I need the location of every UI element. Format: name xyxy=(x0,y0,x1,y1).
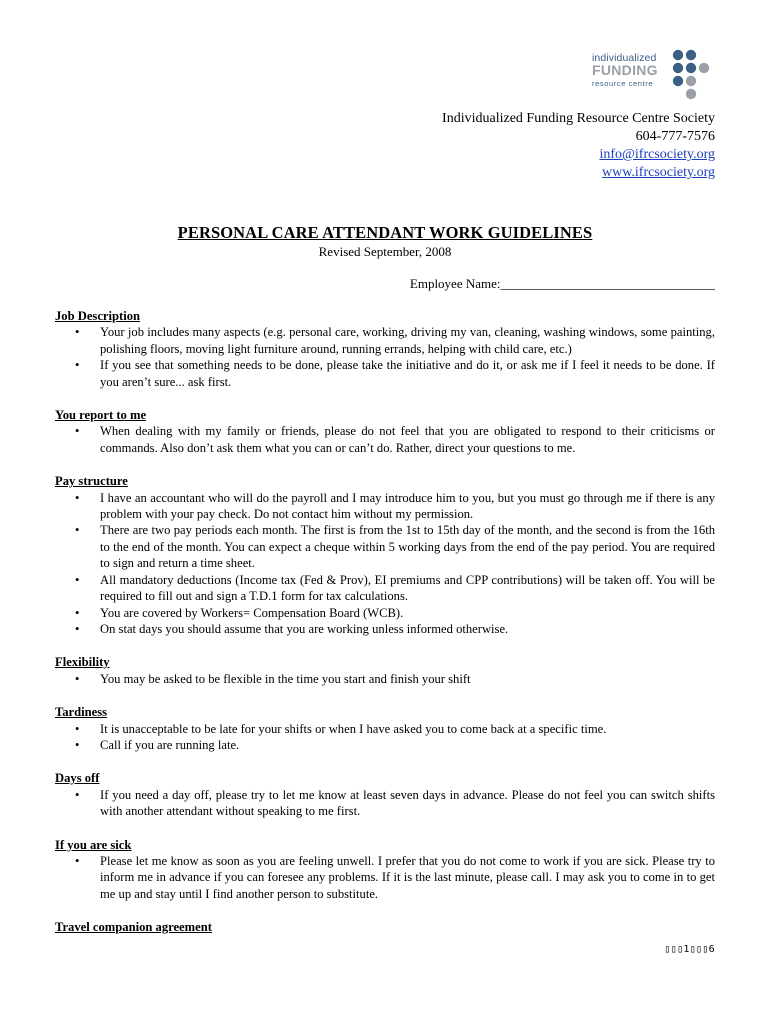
list-item xyxy=(55,605,715,621)
list-item-text: When dealing with my family or friends, please do not feel that you are obligated to respond to their criticisms or commands. Also don’t ask them what you can or can’t do. Rather, direct your questions to me. xyxy=(100,424,715,455)
list-item-text: There are two pay periods each month. The first is from the 1st to 15th day of the month, and the second is from the 16th to the end of the month. You can expect a cheque within 5 working days from the end of the pay period. You are required to sign and return a time sheet. xyxy=(100,523,715,571)
bullet-icon: • xyxy=(75,572,80,587)
list-item xyxy=(55,671,715,687)
section-heading: Tardiness xyxy=(55,705,108,720)
section-heading: Job Description xyxy=(55,309,141,323)
list-item-text: Your job includes many aspects (e.g. personal care, working, driving my van, cleaning, washing windows, some painting, polishing floors, moving light furniture around, running errands, helping with child care, etc.) xyxy=(100,325,715,356)
bullet-icon: • xyxy=(75,605,80,620)
list-item xyxy=(55,721,715,737)
bullet-icon: • xyxy=(75,358,80,373)
website-link[interactable]: www.ifrcsociety.org xyxy=(601,165,715,180)
bullet-list xyxy=(55,423,715,456)
logo-line-3: resource centre xyxy=(592,79,654,88)
logo-line-2: FUNDING xyxy=(592,62,658,78)
list-item-text: You are covered by Workers= Compensation Board (WCB). xyxy=(100,605,404,620)
section xyxy=(55,919,715,935)
section xyxy=(55,308,715,390)
page-title: PERSONAL CARE ATTENDANT WORK GUIDELINES xyxy=(177,223,593,242)
list-item xyxy=(55,572,715,605)
org-name: Individualized Funding Resource Centre Society xyxy=(442,111,715,126)
list-item xyxy=(55,522,715,571)
org-logo xyxy=(592,46,717,106)
section xyxy=(55,473,715,637)
section xyxy=(55,837,715,903)
org-phone: 604-777-7576 xyxy=(635,129,715,144)
bullet-icon: • xyxy=(75,523,80,538)
list-item xyxy=(55,357,715,390)
bullet-icon: • xyxy=(75,737,80,752)
section xyxy=(55,407,715,456)
section-heading: Days off xyxy=(55,771,100,786)
list-item xyxy=(55,324,715,357)
bullet-list xyxy=(55,853,715,902)
bullet-icon: • xyxy=(75,424,80,439)
list-item-text: If you need a day off, please try to let me know at least seven days in advance. Please do not feel you can switch shifts with another attendant without speaking to me first. xyxy=(100,787,715,819)
section xyxy=(55,770,715,819)
list-item-text: If you see that something needs to be done, please take the initiative and do it, or ask me if I feel it needs to be done. If you aren’t sure... ask first. xyxy=(100,358,715,389)
list-item xyxy=(55,853,715,902)
bullet-list xyxy=(55,324,715,390)
section-heading: Flexibility xyxy=(55,655,110,670)
section-heading: Pay structure xyxy=(55,474,128,489)
section-heading: You report to me xyxy=(55,408,147,423)
section-heading: Travel companion agreement xyxy=(55,920,212,935)
bullet-list xyxy=(55,787,715,820)
list-item xyxy=(55,737,715,753)
email-link[interactable]: info@ifrcsociety.org xyxy=(599,147,715,162)
list-item-text: It is unacceptable to be late for your shifts or when I have asked you to come back at a specific time. xyxy=(100,721,607,736)
logo-dots-icon xyxy=(671,48,717,104)
employee-name-field: Employee Name:_________________________________ xyxy=(409,276,715,291)
bullet-list xyxy=(55,721,715,754)
bullet-list xyxy=(55,490,715,638)
list-item-text: I have an accountant who will do the payroll and I may introduce him to you, but you must go through me if there is any problem with your pay check. Do not contact him without my permission. xyxy=(100,490,715,522)
bullet-icon: • xyxy=(75,621,80,636)
section xyxy=(55,704,715,753)
list-item xyxy=(55,787,715,820)
list-item-text: Please let me know as soon as you are feeling unwell. I prefer that you do not come to work if you are sick. Please try to inform me in advance if you can foresee any problems. If it is the last minute, please call. I may ask you to come in to get me up and stay until I find another person to substitute. xyxy=(100,853,715,901)
bullet-list xyxy=(55,671,715,687)
guidelines-content xyxy=(55,308,715,953)
bullet-icon: • xyxy=(75,490,80,505)
logo-line-1: individualized xyxy=(592,52,657,64)
bullet-icon: • xyxy=(75,325,80,340)
list-item-text: You may be asked to be flexible in the time you start and finish your shift xyxy=(100,671,471,686)
list-item-text: On stat days you should assume that you are working unless informed otherwise. xyxy=(100,621,509,636)
list-item xyxy=(55,621,715,637)
list-item xyxy=(55,490,715,523)
bullet-icon: • xyxy=(75,787,80,802)
section-heading: If you are sick xyxy=(55,837,132,852)
bullet-icon: • xyxy=(75,853,80,868)
list-item-text: All mandatory deductions (Income tax (Fed & Prov), EI premiums and CPP contributions) will be taken off. You will be required to fill out and sign a T.D.1 form for tax calculations. xyxy=(100,572,715,604)
list-item-text: Call if you are running late. xyxy=(100,737,240,752)
list-item xyxy=(55,423,715,456)
revised-date: Revised September, 2008 xyxy=(318,244,452,259)
section xyxy=(55,654,715,687)
contact-block xyxy=(442,110,715,182)
page-code: ▯▯▯1▯▯▯6 xyxy=(664,944,715,955)
bullet-icon: • xyxy=(75,721,80,736)
bullet-icon: • xyxy=(75,671,80,686)
